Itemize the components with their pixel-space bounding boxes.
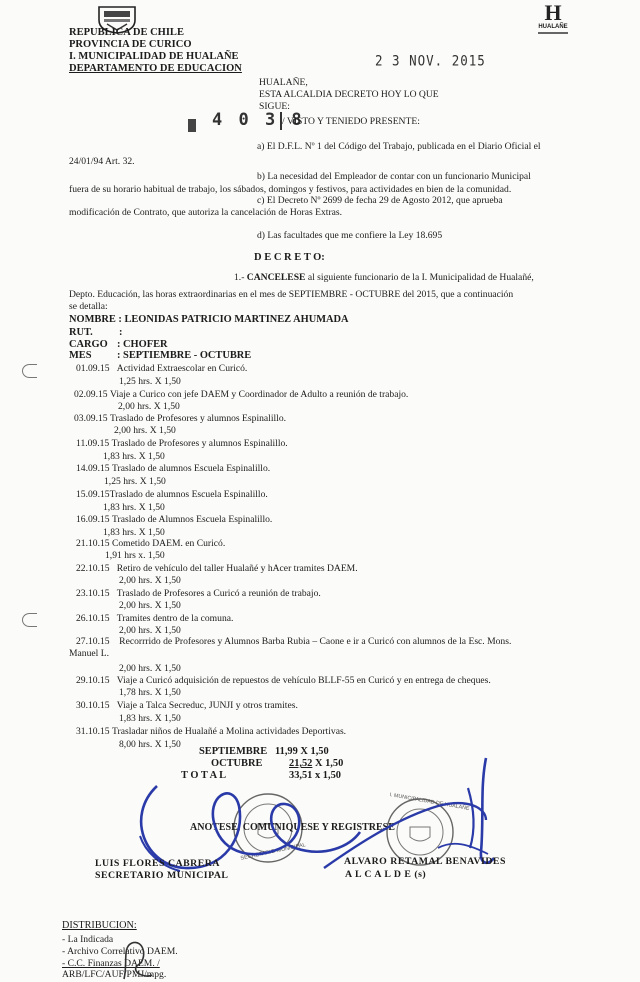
entry-date: 29.10.15: [76, 675, 110, 686]
entry-desc: Tramites dentro de la comuna.: [116, 613, 234, 624]
employee-name-label: NOMBRE :: [69, 314, 122, 325]
list-item: [76, 636, 511, 647]
employee-cargo-value: : CHOFER: [117, 339, 168, 350]
consideration-b: b) La necesidad del Empleador de contar con un funcionario Municipal: [257, 171, 531, 182]
entry-date: 15.09.15: [76, 489, 110, 500]
list-item: [76, 438, 288, 449]
header-municipality: I. MUNICIPALIDAD DE HUALAÑE: [69, 51, 239, 62]
entry-desc: Retiro de vehículo del taller Hualañé y hAcer tramites DAEM.: [116, 563, 358, 574]
entry-hours: 2,00 hrs. X 1,50: [118, 401, 180, 412]
decreto-title: D E C R E T O:: [254, 252, 325, 263]
entry-hours: 2,00 hrs. X 1,50: [119, 663, 181, 674]
header-department: DEPARTAMENTO DE EDUCACION: [69, 63, 242, 74]
entry-desc: Traslado de Profesores y alumnos Espinalillo.: [109, 413, 287, 424]
header-republic: REPUBLICA DE CHILE: [69, 27, 184, 38]
entry-desc: Traslado de alumnos Escuela Espinalillo.: [111, 463, 271, 474]
consideration-c-cont: modificación de Contrato, que autoriza la cancelación de Horas Extras.: [69, 207, 343, 218]
consideration-a-cont: 24/01/94 Art. 32.: [69, 156, 135, 167]
entry-date: 01.09.15: [76, 363, 110, 374]
mayor-title: A L C A L D E (s): [345, 869, 427, 880]
entry-date: 21.10.15: [76, 538, 110, 549]
hualane-logo-text: HUALAÑE: [538, 24, 568, 30]
totals-total-label: T O T A L: [181, 770, 227, 781]
entry-date: 27.10.15: [76, 636, 110, 647]
distribution-item: - La Indicada: [62, 934, 114, 945]
punch-hole-icon: [22, 364, 37, 378]
entry-date: 14.09.15: [76, 463, 110, 474]
employee-name: LEONIDAS PATRICIO MARTINEZ AHUMADA: [124, 314, 349, 325]
decree-number: 4 0 3 8: [212, 110, 305, 130]
mayor-name: ALVARO RETAMAL BENAVIDES: [344, 856, 506, 867]
hualane-h-icon: H: [544, 0, 562, 25]
entry-date: 03.09.15: [74, 413, 108, 424]
entry-hours: 8,00 hrs. X 1,50: [119, 739, 181, 750]
totals-sep-value: 11,99 X 1,50: [275, 746, 329, 757]
preamble-line1: ESTA ALCALDIA DECRETO HOY LO QUE: [259, 89, 439, 100]
entry-desc: Traslado de Alumnos Escuela Espinalillo.: [111, 514, 273, 525]
distribution-item: - Archivo Correlativo DAEM.: [62, 946, 178, 957]
entry-hours: 1,83 hrs. X 1,50: [103, 502, 165, 513]
entry-hours: 2,00 hrs. X 1,50: [119, 575, 181, 586]
secretary-name: LUIS FLORES CABRERA: [95, 858, 220, 869]
initials-scribble: [118, 935, 158, 982]
entry-desc: Viaje a Curicó adquisición de repuestos de vehículo BLLF-55 en Curicó y en entrega de cheques.: [116, 675, 491, 686]
preamble-line2: SIGUE:: [259, 101, 290, 112]
closing-statement: ANOTESE, COMUNIQUESE Y REGISTRESE: [190, 822, 395, 833]
resolution-keyword: CANCELESE: [246, 272, 306, 283]
entry-date: 31.10.15: [76, 726, 110, 737]
entry-hours: 1,83 hrs. X 1,50: [103, 527, 165, 538]
distribution-title: DISTRIBUCION:: [62, 920, 137, 931]
list-item: [76, 538, 225, 549]
distribution-item: - C.C. Finanzas DAEM. /: [62, 958, 160, 969]
entry-hours: 1,83 hrs. X 1,50: [119, 713, 181, 724]
entry-desc: Recorrrido de Profesores y Alumnos Barba Rubia – Caone e ir a Curicó con alumnos de la Esc. Mons.: [119, 636, 512, 647]
entry-desc: Trasladar niños de Hualañé a Molina actividades Deportivas.: [111, 726, 347, 737]
resolution-number: 1.-: [234, 272, 245, 283]
consideration-c: c) El Decreto Nº 2699 de fecha 29 de Agosto 2012, que aprueba: [257, 195, 503, 206]
entry-date: 11.09.15: [76, 438, 110, 449]
list-item: [76, 363, 247, 374]
entry-date: 30.10.15: [76, 700, 110, 711]
employee-rut-label: RUT.: [69, 327, 93, 338]
employee-mes-label: MES: [69, 350, 92, 361]
totals-oct-num: 21,52: [289, 758, 313, 769]
consideration-a: a) El D.F.L. Nº 1 del Código del Trabajo, publicada en el Diario Oficial el: [257, 141, 541, 152]
entry-hours: 2,00 hrs. X 1,50: [114, 425, 176, 436]
resolution-first-line-rest: al siguiente funcionario de la I. Municipalidad de Hualañé,: [307, 272, 534, 283]
totals-total-value: 33,51 x 1,50: [289, 770, 341, 781]
entry-hours: 1,25 hrs. X 1,50: [104, 476, 166, 487]
list-item: [76, 613, 233, 624]
list-item: [74, 413, 286, 424]
entry-hours: 1,83 hrs. X 1,50: [103, 451, 165, 462]
preamble-line3: / VISTO Y TENIEDO PRESENTE:: [282, 116, 420, 127]
totals-oct-rest: X 1,50: [315, 758, 344, 769]
entry-date: 22.10.15: [76, 563, 110, 574]
list-item: [76, 489, 268, 500]
entry-hours: 1,78 hrs. X 1,50: [119, 687, 181, 698]
list-item: [76, 700, 298, 711]
employee-mes-value: : SEPTIEMBRE - OCTUBRE: [117, 350, 252, 361]
entry-desc: Traslado de Profesores a Curicó a reunión de trabajo.: [116, 588, 321, 599]
place-label: HUALAÑE,: [259, 77, 308, 88]
entry-date: 16.09.15: [76, 514, 110, 525]
list-item: [76, 463, 270, 474]
resolution-line3: se detalla:: [69, 301, 108, 312]
entry-desc: Viaje a Talca Secreduc, JUNJI y otros tramites.: [116, 700, 298, 711]
entry-date: 23.10.15: [76, 588, 110, 599]
entry-desc: Actividad Extraescolar en Curicó.: [116, 363, 248, 374]
punch-hole-icon: [22, 613, 37, 627]
entry-desc: Traslado de alumnos Escuela Espinalillo.: [109, 489, 268, 500]
secretary-title: SECRETARIO MUNICIPAL: [95, 870, 229, 881]
secretary-seal-text: SECRETARIO MUNICIPAL: [240, 842, 307, 862]
list-item: [74, 389, 408, 400]
employee-cargo-label: CARGO: [69, 339, 108, 350]
entry-hours: 2,00 hrs. X 1,50: [119, 600, 181, 611]
header-province: PROVINCIA DE CURICO: [69, 39, 192, 50]
entry-hours: 1,25 hrs. X 1,50: [119, 376, 181, 387]
entry-desc: Traslado de Profesores y alumnos Espinalillo.: [111, 438, 288, 449]
totals-oct-label: OCTUBRE: [211, 758, 263, 769]
employee-rut-value: :: [119, 327, 123, 338]
list-item: [76, 588, 321, 599]
date-stamp: 2 3 NOV. 2015: [375, 51, 486, 70]
distribution-initials: ARB/LFC/AUF/PMJ/mpg.: [62, 969, 167, 980]
entry-hours: 2,00 hrs. X 1,50: [119, 625, 181, 636]
consideration-d: d) Las facultades que me confiere la Ley 18.695: [257, 230, 443, 241]
entry-date: 26.10.15: [76, 613, 110, 624]
entry-desc: Viaje a Curico con jefe DAEM y Coordinador de Adulto a reunión de trabajo.: [109, 389, 409, 400]
resolution-line2: Depto. Educación, las horas extraordinarias en el mes de SEPTIEMBRE - OCTUBRE del 2015, que a continuación: [69, 289, 514, 300]
entry-hours: 1,91 hrs x. 1,50: [105, 550, 165, 561]
entry-date: 02.09.15: [74, 389, 108, 400]
list-item: [76, 563, 358, 574]
totals-sep-label: SEPTIEMBRE: [199, 746, 268, 757]
entry-desc: Cometido DAEM. en Curicó.: [111, 538, 226, 549]
consideration-b-cont: fuera de su horario habitual de trabajo, los sábados, domingos y festivos, para actividades en bien de la comunidad.: [69, 184, 512, 195]
mayor-seal-text: I. MUNICIPALIDAD DE HUALAÑE: [389, 792, 470, 812]
entry-desc-cont: Manuel L.: [69, 648, 109, 659]
list-item: [76, 726, 346, 737]
list-item: [76, 675, 491, 686]
list-item: [76, 514, 272, 525]
